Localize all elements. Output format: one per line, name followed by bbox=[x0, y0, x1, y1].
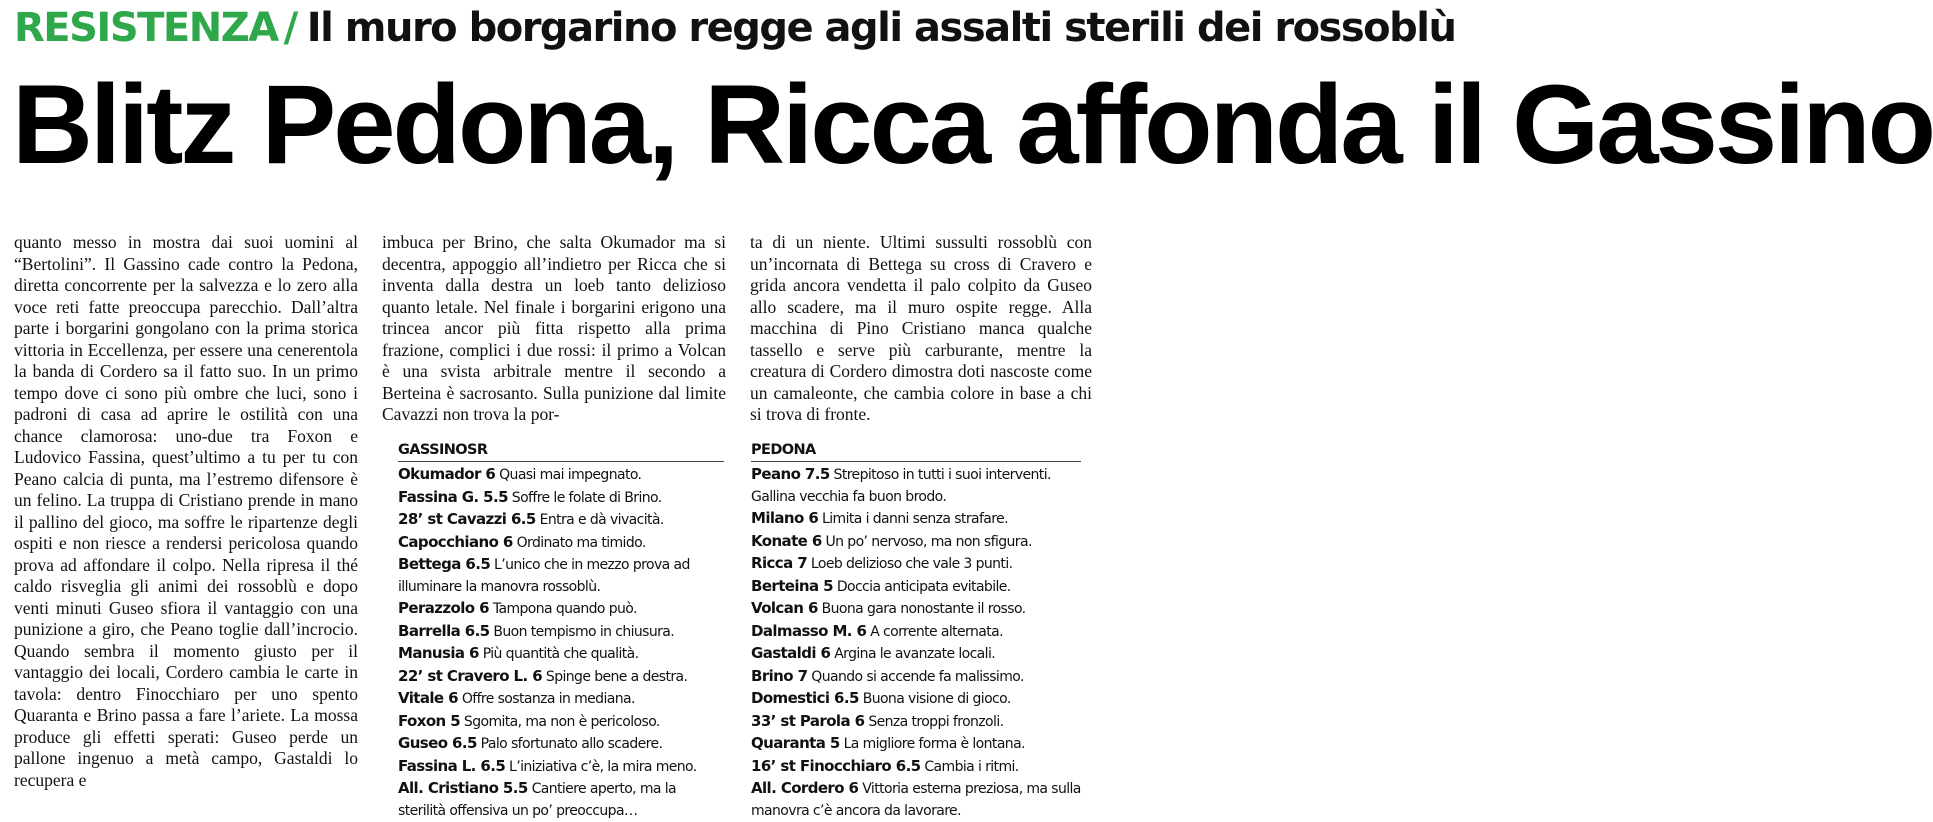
player-rating bbox=[398, 598, 724, 621]
ratings-away bbox=[751, 440, 1081, 822]
player-rating bbox=[751, 756, 1081, 779]
kicker-slash: / bbox=[283, 5, 297, 51]
player-comment: Argina le avanzate locali. bbox=[834, 646, 996, 662]
player-name: Ricca 7 bbox=[751, 554, 808, 572]
player-rating bbox=[398, 756, 724, 779]
player-comment: La migliore forma è lontana. bbox=[843, 736, 1025, 752]
player-comment: Buon tempismo in chiusura. bbox=[493, 623, 675, 640]
player-rating bbox=[751, 643, 1081, 666]
player-rating bbox=[751, 464, 1081, 508]
player-name: Manusia 6 bbox=[398, 644, 479, 662]
player-name: Peano 7.5 bbox=[751, 465, 830, 483]
player-comment: Quando si accende fa malissimo. bbox=[811, 668, 1024, 685]
player-name: Milano 6 bbox=[751, 509, 819, 527]
player-name: Okumador 6 bbox=[398, 465, 496, 483]
player-rating bbox=[751, 576, 1081, 599]
ratings-home bbox=[398, 440, 724, 822]
player-name: Barrella 6.5 bbox=[398, 621, 490, 640]
player-name: Volcan 6 bbox=[751, 599, 818, 617]
player-comment: Doccia anticipata evitabile. bbox=[836, 578, 1011, 595]
player-comment: Un po’ nervoso, ma non sfigura. bbox=[825, 533, 1032, 550]
player-rating bbox=[751, 778, 1081, 822]
player-name: Quaranta 5 bbox=[751, 734, 840, 752]
article-column-1: quanto messo in mostra dai suoi uomini al “Bertolini”. Il Gassino cade contro la Pedona, diretta concorrente per la salvezza e lo zero alla voce reti fatte preoccupa parecchio. Dall’altra parte i borgarini gongolano con la prima storica vittoria in Eccellenza, per essere una cenerentola la banda di Cordero sa il fatto suo. In un primo tempo dove ci sono più ombre che luci, sono i padroni di casa ad aprire le ostilità con una chance clamorosa: uno-due tra Foxon e Ludovico Fassina, quest’ultimo a tu per tu con Peano calcia di punta, ma l’estremo difensore è un felino. La truppa di Cristiano prende in mano il pallino del gioco, ma soffre le ripartenze degli ospiti e non riesce a rendersi pericolosa quando prova ad affondare il colpo. Nella ripresa il thé caldo risveglia gli animi dei rossoblù e dopo venti minuti Guseo sfiora il vantaggio con una punizione a giro, che Peano toglie dall’incrocio. Quando sembra il momento giusto per il vantaggio dei locali, Cordero cambia le carte in tavola: dentro Finocchiaro per uno spento Quaranta e Brino passa a fare l’ariete. La mossa produce gli effetti sperati: Guseo perde un pallone ingenuo a metà campo, Gastaldi lo recupera e bbox=[14, 232, 358, 790]
player-name: Brino 7 bbox=[751, 666, 808, 685]
player-rating bbox=[751, 711, 1081, 734]
player-comment: L’unico che in mezzo prova ad illuminare la manovra rossoblù. bbox=[398, 557, 690, 595]
player-name: 33’ st Parola 6 bbox=[751, 711, 865, 730]
player-name: 28’ st Cavazzi 6.5 bbox=[398, 510, 536, 528]
player-comment: A corrente alternata. bbox=[870, 623, 1003, 640]
player-comment: Tampona quando può. bbox=[492, 601, 637, 617]
player-rating bbox=[398, 666, 724, 689]
player-rating bbox=[751, 598, 1081, 621]
player-rating bbox=[398, 711, 724, 734]
player-name: Berteina 5 bbox=[751, 576, 833, 595]
kicker-line bbox=[14, 2, 1455, 54]
player-rating bbox=[751, 621, 1081, 644]
player-comment: Offre sostanza in mediana. bbox=[461, 691, 635, 707]
player-name: Gastaldi 6 bbox=[751, 644, 831, 662]
player-rating bbox=[398, 532, 724, 555]
player-comment: Limita i danni senza strafare. bbox=[822, 511, 1008, 527]
team-name-home: GASSINOSR bbox=[398, 440, 724, 462]
player-comment: Vittoria esterna preziosa, ma sulla manovra c’è ancora da lavorare. bbox=[751, 781, 1081, 819]
player-name: Domestici 6.5 bbox=[751, 689, 859, 707]
article-column-2: imbuca per Brino, che salta Okumador ma si decentra, appoggio all’indietro per Ricca che si inventa dalla destra un loeb tanto delizioso quanto letale. Nel finale i borgarini erigono una trincea ancor più fitta rispetto alla prima frazione, complici i due rossi: il primo a Volcan è una svista arbitrale mentre il secondo a Berteina è sacrosanto. Sulla punizione dal limite Cavazzi non trova la por- bbox=[382, 232, 726, 424]
player-comment: Quasi mai impegnato. bbox=[499, 467, 642, 483]
player-comment: Cambia i ritmi. bbox=[924, 758, 1019, 775]
player-name: Fassina L. 6.5 bbox=[398, 756, 506, 775]
player-comment: Sgomita, ma non è pericoloso. bbox=[463, 713, 660, 730]
player-name: Bettega 6.5 bbox=[398, 555, 491, 573]
player-comment: L’iniziativa c’è, la mira meno. bbox=[509, 758, 697, 775]
player-name: Fassina G. 5.5 bbox=[398, 487, 508, 506]
player-rating bbox=[398, 733, 724, 756]
player-comment: Entra e dà vivacità. bbox=[539, 512, 664, 528]
player-rating bbox=[398, 464, 724, 487]
player-comment: Buona gara nonostante il rosso. bbox=[821, 601, 1026, 617]
player-comment: Loeb delizioso che vale 3 punti. bbox=[810, 556, 1013, 572]
main-headline: Blitz Pedona, Ricca affonda il Gassino bbox=[12, 62, 1933, 187]
player-rating bbox=[751, 531, 1081, 554]
player-rating bbox=[751, 553, 1081, 576]
player-comment: Buona visione di gioco. bbox=[862, 691, 1011, 707]
player-rating bbox=[398, 509, 724, 532]
player-rating bbox=[398, 487, 724, 510]
player-name: Guseo 6.5 bbox=[398, 734, 477, 752]
player-name: All. Cordero 6 bbox=[751, 779, 859, 797]
kicker-label: RESISTENZA bbox=[14, 5, 278, 51]
player-name: Konate 6 bbox=[751, 531, 822, 550]
player-rating bbox=[398, 621, 724, 644]
deck-headline: Il muro borgarino regge agli assalti sterili dei rossoblù bbox=[306, 5, 1456, 51]
team-name-away: PEDONA bbox=[751, 440, 1081, 462]
player-name: 16’ st Finocchiaro 6.5 bbox=[751, 756, 921, 775]
player-name: All. Cristiano 5.5 bbox=[398, 779, 528, 797]
player-comment: Più quantità che qualità. bbox=[482, 646, 639, 662]
player-name: 22’ st Cravero L. 6 bbox=[398, 666, 543, 685]
player-rating bbox=[751, 688, 1081, 711]
player-comment: Palo sfortunato allo scadere. bbox=[480, 736, 663, 752]
player-comment: Cantiere aperto, ma la sterilità offensiva un po’ preoccupa… bbox=[398, 781, 677, 819]
article-column-3: ta di un niente. Ultimi sussulti rossoblù con un’incornata di Bettega su cross di Cravero e grida ancora vendetta il palo colpito da Guseo allo scadere, ma il muro ospite regge. Alla macchina di Pino Cristiano manca qualche tassello e serve più carburante, mentre la creatura di Cordero dimostra doti nascoste come un camaleonte, che cambia colore in base a chi si trova di fronte. bbox=[750, 232, 1092, 424]
player-rating bbox=[398, 778, 724, 822]
player-name: Perazzolo 6 bbox=[398, 599, 489, 617]
player-rating bbox=[398, 688, 724, 711]
player-name: Capocchiano 6 bbox=[398, 532, 513, 551]
player-name: Dalmasso M. 6 bbox=[751, 621, 867, 640]
player-rating bbox=[751, 508, 1081, 531]
player-rating bbox=[398, 643, 724, 666]
player-rating bbox=[751, 666, 1081, 689]
player-rating bbox=[398, 554, 724, 598]
player-comment: Spinge bene a destra. bbox=[545, 668, 688, 685]
player-name: Vitale 6 bbox=[398, 689, 458, 707]
player-name: Foxon 5 bbox=[398, 711, 461, 730]
player-comment: Strepitoso in tutti i suoi interventi. Gallina vecchia fa buon brodo. bbox=[751, 467, 1051, 505]
player-comment: Senza troppi fronzoli. bbox=[868, 713, 1004, 730]
player-rating bbox=[751, 733, 1081, 756]
player-comment: Ordinato ma timido. bbox=[516, 534, 646, 551]
player-comment: Soffre le folate di Brino. bbox=[511, 489, 662, 506]
